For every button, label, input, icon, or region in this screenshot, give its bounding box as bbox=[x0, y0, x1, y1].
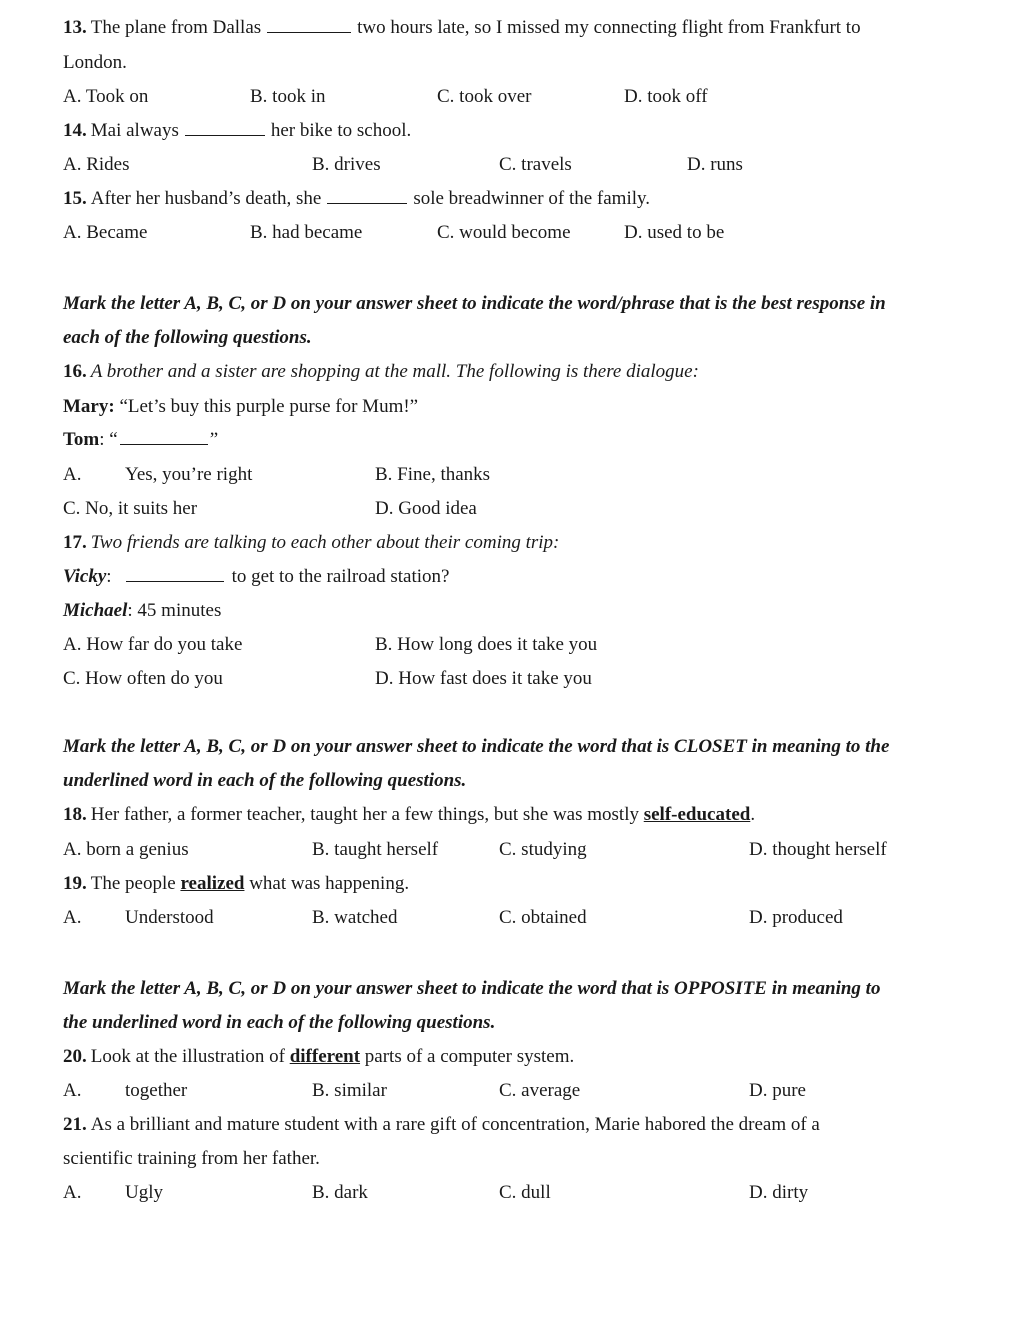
q13-option-b[interactable]: B. took in bbox=[250, 86, 326, 107]
q18-option-c[interactable]: C. studying bbox=[499, 839, 587, 860]
q21-option-d[interactable]: D. dirty bbox=[749, 1182, 809, 1203]
q15-option-a[interactable]: A. Became bbox=[63, 222, 148, 243]
q16-option-c[interactable]: C. No, it suits her bbox=[63, 498, 198, 519]
q16-option-d[interactable]: D. Good idea bbox=[375, 498, 477, 519]
q16-option-a[interactable]: Yes, you’re right bbox=[125, 464, 253, 485]
q20-option-d[interactable]: D. pure bbox=[749, 1080, 806, 1101]
q16-number: 16. bbox=[63, 361, 87, 382]
section-instruction-opposite-cont: the underlined word in each of the following questions. bbox=[63, 1012, 496, 1033]
section-instruction-opposite: Mark the letter A, B, C, or D on your answer sheet to indicate the word that is OPPOSITE in meaning to bbox=[63, 978, 881, 999]
underlined-word: self-educated bbox=[643, 804, 751, 825]
q16-stem: 16. A brother and a sister are shopping at the mall. The following is there dialogue: bbox=[63, 361, 699, 382]
q19-option-c[interactable]: C. obtained bbox=[499, 907, 587, 928]
q17-stem: 17. Two friends are talking to each other about their coming trip: bbox=[63, 532, 560, 553]
q15-option-b[interactable]: B. had became bbox=[250, 222, 363, 243]
section-instruction-closest: Mark the letter A, B, C, or D on your answer sheet to indicate the word that is CLOSET in meaning to the bbox=[63, 736, 890, 757]
speaker-tom: Tom bbox=[63, 429, 100, 450]
q21-number: 21. bbox=[63, 1114, 87, 1135]
q16-option-b[interactable]: B. Fine, thanks bbox=[375, 464, 491, 485]
q21-option-b[interactable]: B. dark bbox=[312, 1182, 368, 1203]
q18-option-a[interactable]: A. born a genius bbox=[63, 839, 189, 860]
q19-option-b[interactable]: B. watched bbox=[312, 907, 398, 928]
answer-blank[interactable] bbox=[185, 119, 265, 136]
answer-blank[interactable] bbox=[267, 16, 351, 33]
q14-option-b[interactable]: B. drives bbox=[312, 154, 381, 175]
q13-stem-cont: London. bbox=[63, 52, 127, 73]
q13-stem: 13. The plane from Dallas two hours late, so I missed my connecting flight from Frankfurt to bbox=[63, 17, 861, 38]
q19-number: 19. bbox=[63, 873, 87, 894]
speaker-vicky: Vicky bbox=[63, 566, 107, 587]
q17-dialogue-line-1: Vicky: to get to the railroad station? bbox=[63, 566, 450, 587]
speaker-mary: Mary: bbox=[63, 396, 115, 417]
underlined-word: different bbox=[289, 1046, 361, 1067]
answer-blank[interactable] bbox=[126, 565, 224, 582]
q17-number: 17. bbox=[63, 532, 87, 553]
q18-number: 18. bbox=[63, 804, 87, 825]
q17-option-c[interactable]: C. How often do you bbox=[63, 668, 223, 689]
q16-dialogue-line-2: Tom: “ ” bbox=[63, 429, 219, 450]
q17-dialogue-line-2: Michael: 45 minutes bbox=[63, 600, 222, 621]
q13-option-a[interactable]: A. Took on bbox=[63, 86, 149, 107]
q15-number: 15. bbox=[63, 188, 87, 209]
q18-stem: 18. Her father, a former teacher, taught her a few things, but she was mostly self-educated. bbox=[63, 804, 756, 825]
answer-blank[interactable] bbox=[327, 187, 407, 204]
q14-stem: 14. Mai always her bike to school. bbox=[63, 120, 412, 141]
q20-option-a-letter[interactable]: A. bbox=[63, 1080, 82, 1101]
q18-option-d[interactable]: D. thought herself bbox=[749, 839, 887, 860]
q21-stem: 21. As a brilliant and mature student with a rare gift of concentration, Marie habored the dream of a bbox=[63, 1114, 820, 1135]
q19-option-a-letter[interactable]: A. bbox=[63, 907, 82, 928]
q15-option-c[interactable]: C. would become bbox=[437, 222, 571, 243]
q15-option-d[interactable]: D. used to be bbox=[624, 222, 725, 243]
q17-option-a[interactable]: A. How far do you take bbox=[63, 634, 243, 655]
q19-option-d[interactable]: D. produced bbox=[749, 907, 843, 928]
underlined-word: realized bbox=[180, 873, 245, 894]
q13-number: 13. bbox=[63, 17, 87, 38]
q14-option-d[interactable]: D. runs bbox=[687, 154, 743, 175]
q18-option-b[interactable]: B. taught herself bbox=[312, 839, 439, 860]
q15-stem: 15. After her husband’s death, she sole breadwinner of the family. bbox=[63, 188, 651, 209]
q21-option-c[interactable]: C. dull bbox=[499, 1182, 551, 1203]
q16-dialogue-line-1: Mary: “Let’s buy this purple purse for Mum!” bbox=[63, 396, 419, 417]
q20-option-c[interactable]: C. average bbox=[499, 1080, 581, 1101]
q14-number: 14. bbox=[63, 120, 87, 141]
q13-option-c[interactable]: C. took over bbox=[437, 86, 532, 107]
q14-option-a[interactable]: A. Rides bbox=[63, 154, 130, 175]
q13-option-d[interactable]: D. took off bbox=[624, 86, 708, 107]
q20-stem: 20. Look at the illustration of different parts of a computer system. bbox=[63, 1046, 575, 1067]
section-instruction-response: Mark the letter A, B, C, or D on your answer sheet to indicate the word/phrase that is the best response in bbox=[63, 293, 886, 314]
q16-option-a-letter[interactable]: A. bbox=[63, 464, 82, 485]
q20-option-a[interactable]: together bbox=[125, 1080, 188, 1101]
section-instruction-closest-cont: underlined word in each of the following questions. bbox=[63, 770, 467, 791]
q21-stem-cont: scientific training from her father. bbox=[63, 1148, 320, 1169]
q21-option-a-letter[interactable]: A. bbox=[63, 1182, 82, 1203]
section-instruction-response-cont: each of the following questions. bbox=[63, 327, 312, 348]
q21-option-a[interactable]: Ugly bbox=[125, 1182, 163, 1203]
q19-option-a[interactable]: Understood bbox=[125, 907, 214, 928]
q17-option-b[interactable]: B. How long does it take you bbox=[375, 634, 598, 655]
q20-number: 20. bbox=[63, 1046, 87, 1067]
q14-option-c[interactable]: C. travels bbox=[499, 154, 572, 175]
q19-stem: 19. The people realized what was happening. bbox=[63, 873, 410, 894]
q17-option-d[interactable]: D. How fast does it take you bbox=[375, 668, 592, 689]
answer-blank[interactable] bbox=[120, 428, 208, 445]
q20-option-b[interactable]: B. similar bbox=[312, 1080, 387, 1101]
speaker-michael: Michael bbox=[63, 600, 128, 621]
